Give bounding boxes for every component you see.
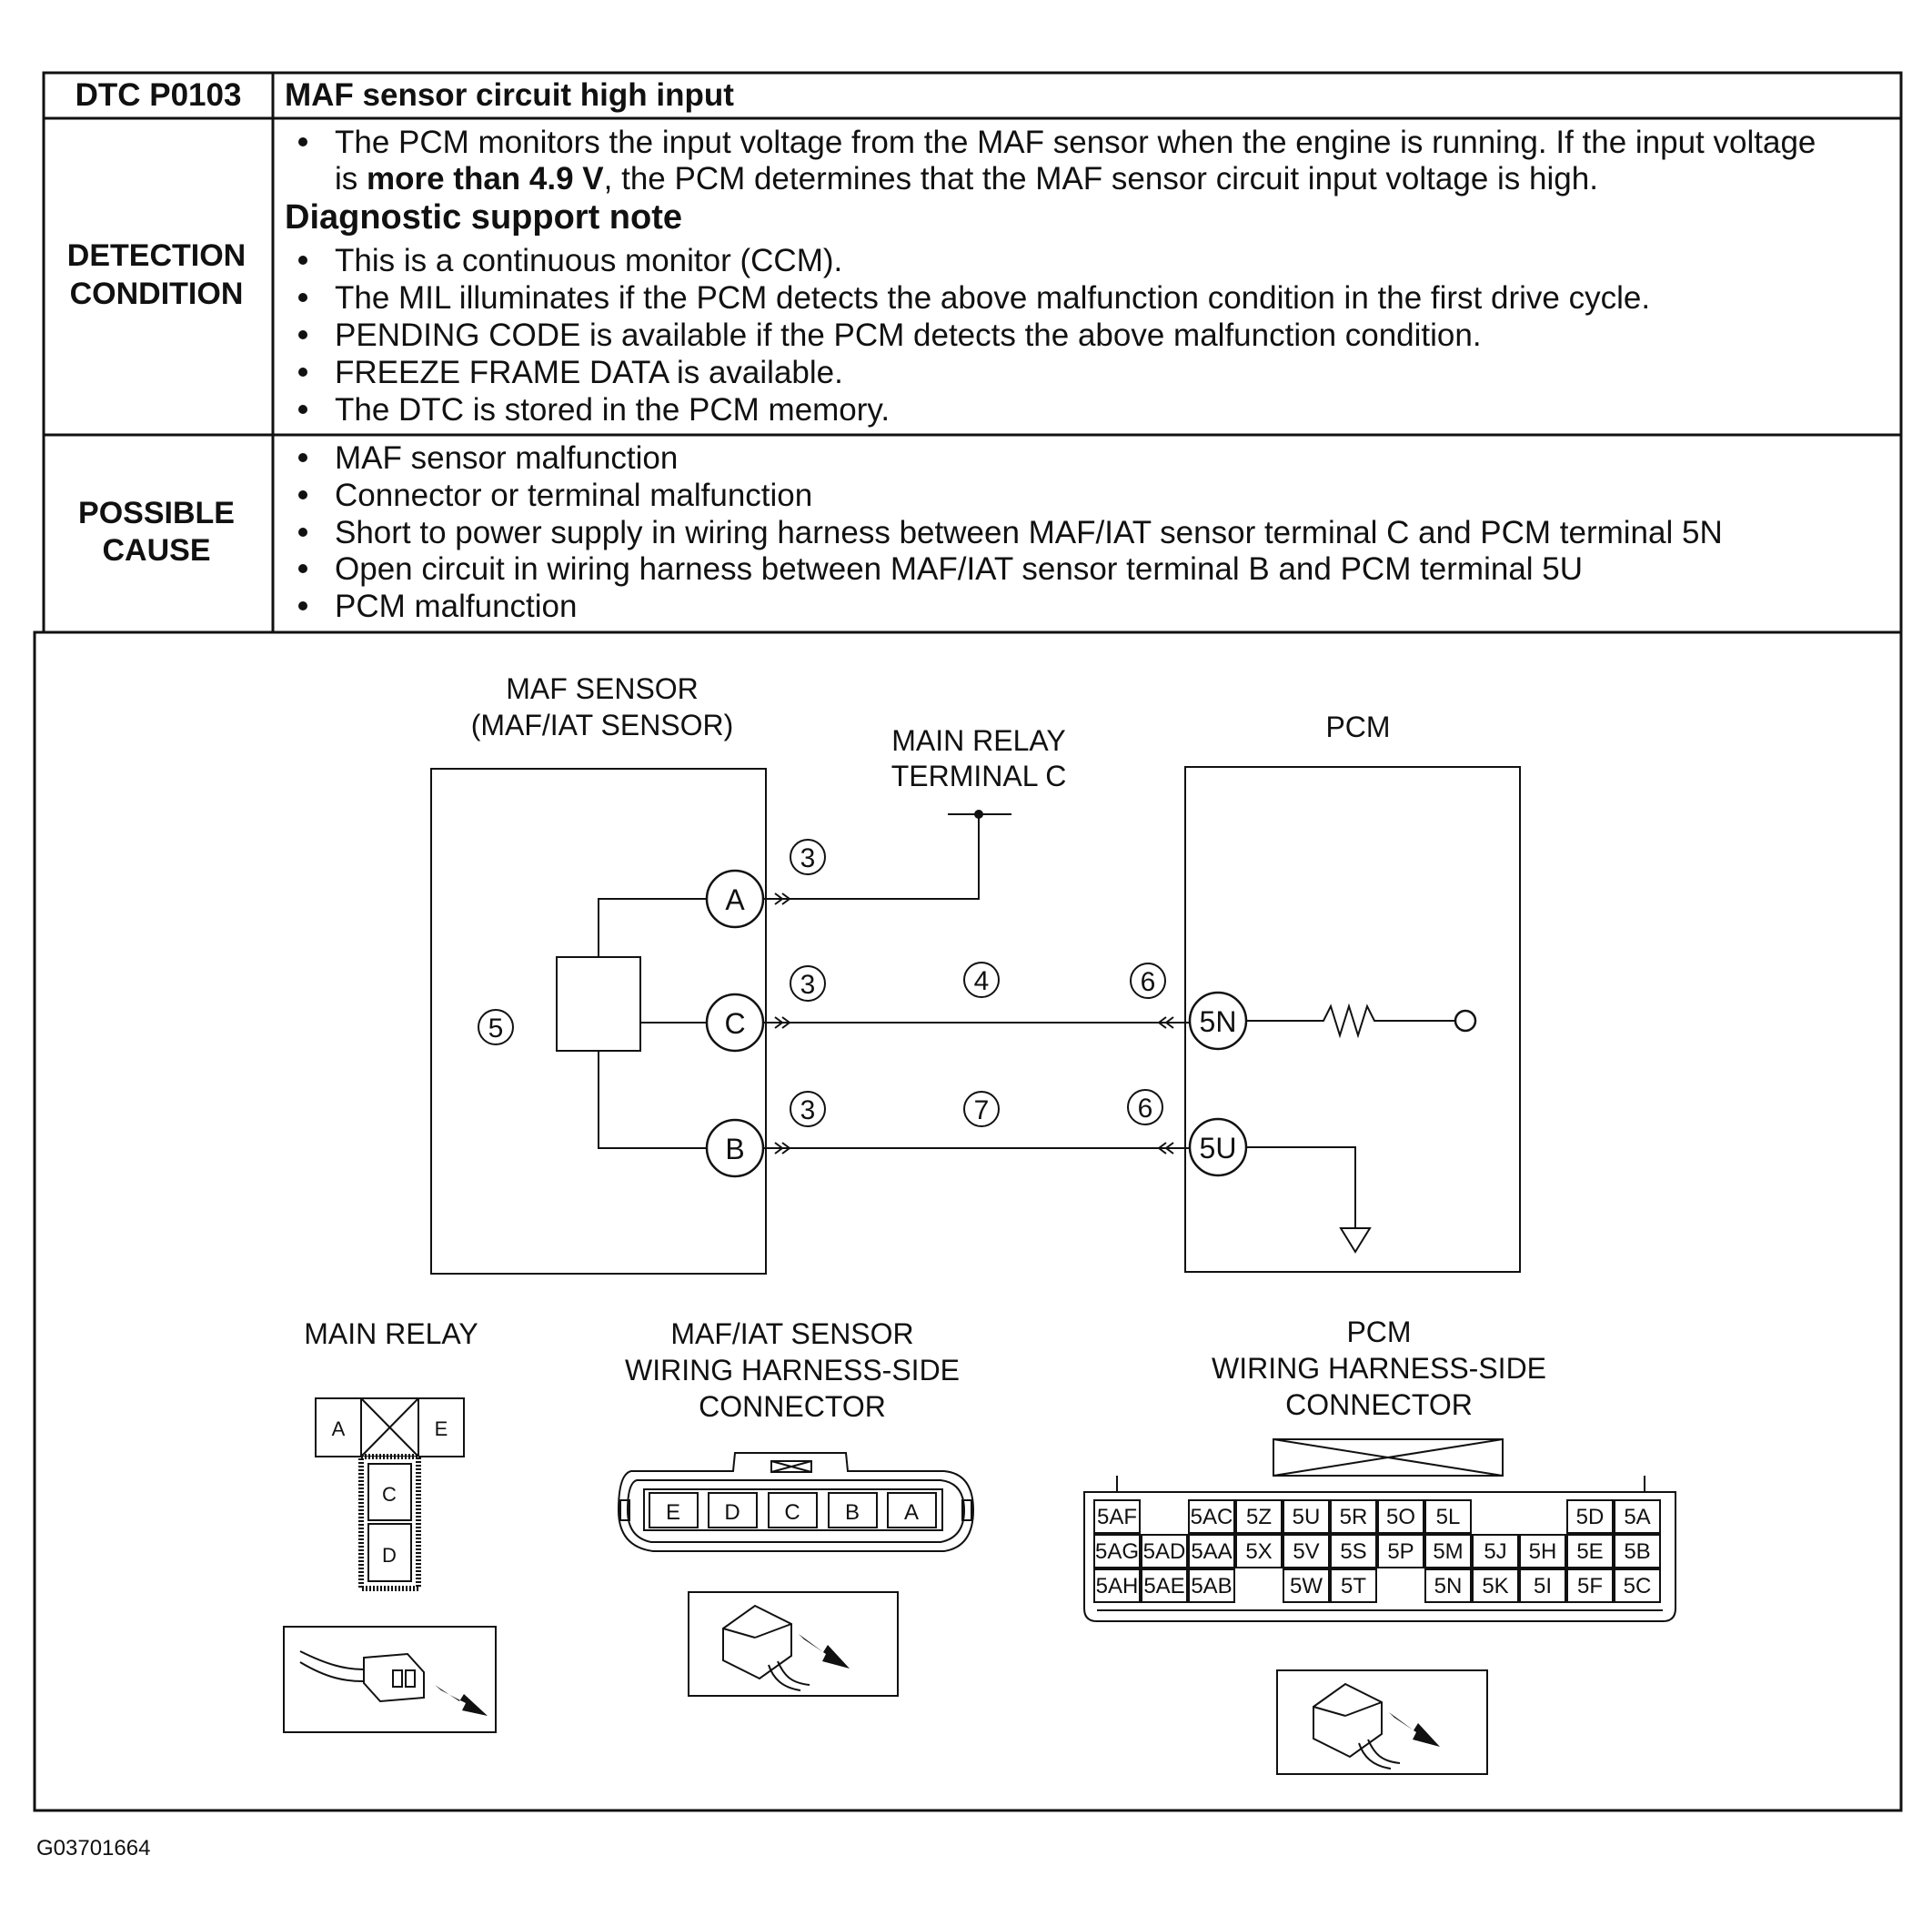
connector-plug-icon <box>300 1651 488 1716</box>
pcm-pin-label: 5AF <box>1096 1505 1138 1529</box>
main-relay-title: MAIN RELAY <box>304 1317 478 1350</box>
internal-wire-a <box>599 899 708 957</box>
support-note-item: This is a continuous monitor (CCM). <box>335 243 843 278</box>
pcm-pin-label: 5AH <box>1095 1574 1139 1598</box>
possible-cause-label-line2: CAUSE <box>102 533 211 568</box>
pcm-label: PCM <box>1325 711 1391 743</box>
callout-connector-5n: 6 <box>1140 967 1156 997</box>
callout-connector-5u: 6 <box>1137 1094 1153 1124</box>
pcm-pin-label: 5AG <box>1094 1539 1140 1564</box>
pcm-pin-label: 5B <box>1624 1539 1651 1564</box>
bullet-icon <box>298 453 307 462</box>
possible-cause-item: PCM malfunction <box>335 589 578 624</box>
bullet-icon <box>298 293 307 302</box>
maf-sensor-label-line2: (MAF/IAT SENSOR) <box>470 709 734 741</box>
support-note-item: The MIL illuminates if the PCM detects the above malfunction condition in the first drive cycle. <box>335 280 1651 316</box>
relay-view-inset <box>284 1627 496 1732</box>
possible-cause-item: Open circuit in wiring harness between MAF/IAT sensor terminal B and PCM terminal 5U <box>335 551 1584 587</box>
sensor-terminal-c-label: C <box>724 1007 746 1040</box>
relay-pin-e-label: E <box>434 1417 448 1440</box>
figure-id: G03701664 <box>36 1836 151 1861</box>
pcm-pin-label: 5C <box>1623 1574 1652 1598</box>
resistor-icon <box>1246 1006 1455 1035</box>
relay-pin-a-label: A <box>331 1417 346 1440</box>
reference-voltage-terminal-icon <box>1455 1011 1475 1031</box>
pcm-pin-label: 5AB <box>1191 1574 1233 1598</box>
bullet-icon <box>298 405 307 414</box>
callout-connector-c: 3 <box>800 970 816 1000</box>
pcm-pin-label: 5W <box>1290 1574 1323 1598</box>
detection-main-line2-post: , the PCM determines that the MAF sensor circuit input voltage is high. <box>603 161 1598 197</box>
pcm-pin-label: 5AE <box>1143 1574 1185 1598</box>
bullet-icon <box>298 490 307 499</box>
support-note-item: FREEZE FRAME DATA is available. <box>335 355 843 390</box>
pcm-pin-label: 5I <box>1533 1574 1553 1598</box>
maf-pin-e-label: E <box>665 1500 681 1525</box>
pcm-pin-label: 5S <box>1340 1539 1367 1564</box>
dtc-table <box>35 73 1901 1810</box>
support-note-list <box>298 243 1650 428</box>
dtc-title: MAF sensor circuit high input <box>285 77 734 113</box>
pcm-pin-label: 5V <box>1293 1539 1320 1564</box>
pcm-pin-label: 5AD <box>1142 1539 1186 1564</box>
relay-pin-c-label: C <box>382 1483 397 1506</box>
maf-iat-title-line2: WIRING HARNESS-SIDE <box>624 1354 961 1387</box>
maf-iat-title-line3: CONNECTOR <box>699 1390 886 1423</box>
bullet-icon <box>298 601 307 610</box>
pcm-pin-label: 5A <box>1624 1505 1651 1529</box>
pcm-harness-connector <box>1084 1316 1675 1774</box>
pcm-pin-label: 5R <box>1339 1505 1368 1529</box>
detection-main-line2 <box>335 161 1598 197</box>
diagram-border <box>35 632 1901 1810</box>
detection-main-line1: The PCM monitors the input voltage from the MAF sensor when the engine is running. If the input voltage <box>335 125 1816 160</box>
callout-connector-b: 3 <box>800 1095 816 1125</box>
pcm-connector-title-line3: CONNECTOR <box>1285 1388 1473 1421</box>
support-note-item: PENDING CODE is available if the PCM detects the above malfunction condition. <box>335 318 1482 353</box>
main-relay-terminal-label-line1: MAIN RELAY <box>891 724 1066 757</box>
pcm-terminal-5n-label: 5N <box>1199 1005 1237 1038</box>
maf-iat-connector <box>619 1317 973 1696</box>
dtc-code: DTC P0103 <box>75 77 242 113</box>
maf-sensing-element <box>557 957 640 1051</box>
callout-connector-a: 3 <box>800 843 816 873</box>
pcm-pin-label: 5Z <box>1245 1505 1273 1529</box>
support-note-item: The DTC is stored in the PCM memory. <box>335 392 891 428</box>
maf-iat-title-line1: MAF/IAT SENSOR <box>670 1317 914 1350</box>
detection-threshold: more than 4.9 V <box>367 161 604 197</box>
wiring-diagram <box>431 672 1520 1274</box>
pcm-pin-label: 5J <box>1484 1539 1507 1564</box>
detection-main-line2-pre: is <box>335 161 367 197</box>
bullet-icon <box>298 137 307 146</box>
callout-wire-b: 7 <box>973 1095 990 1125</box>
detection-label-line2: CONDITION <box>69 277 244 311</box>
wire-a-to-main-relay <box>763 814 979 899</box>
pcm-pin-label: 5M <box>1433 1539 1464 1564</box>
main-relay-connector <box>284 1317 496 1732</box>
pcm-pin-label: 5U <box>1292 1505 1321 1529</box>
bullet-icon <box>298 564 307 573</box>
pcm-pin-label: 5L <box>1435 1505 1461 1529</box>
pcm-pin-label: 5D <box>1575 1505 1605 1529</box>
bullet-icon <box>298 330 307 339</box>
relay-pin-d-label: D <box>382 1544 397 1567</box>
bullet-icon <box>298 368 307 377</box>
bullet-icon <box>298 256 307 265</box>
ground-icon <box>1341 1228 1370 1252</box>
bullet-icon <box>298 528 307 537</box>
detection-label-line1: DETECTION <box>66 238 247 273</box>
connector-plug-icon <box>723 1606 850 1690</box>
pcm-pin-label: 5T <box>1340 1574 1367 1598</box>
callouts <box>478 840 1165 1126</box>
possible-cause-item: Short to power supply in wiring harness between MAF/IAT sensor terminal C and PCM terminal 5N <box>335 515 1723 550</box>
callout-wire-c: 4 <box>973 966 990 996</box>
possible-cause-item: Connector or terminal malfunction <box>335 478 813 513</box>
possible-cause-label-line1: POSSIBLE <box>78 496 235 530</box>
pcm-pin-label: 5P <box>1387 1539 1414 1564</box>
maf-pin-a-label: A <box>903 1500 920 1525</box>
pcm-pin-label: 5E <box>1576 1539 1604 1564</box>
main-relay-terminal-label-line2: TERMINAL C <box>891 760 1067 792</box>
pcm-pin-label: 5AC <box>1190 1505 1233 1529</box>
maf-pin-c-label: C <box>784 1500 800 1525</box>
maf-pin-d-label: D <box>724 1500 740 1525</box>
pcm-pin-label: 5N <box>1434 1574 1463 1598</box>
sensor-terminal-b-label: B <box>725 1133 745 1165</box>
pcm-pin-label: 5F <box>1576 1574 1604 1598</box>
connector-plug-icon <box>1313 1684 1440 1769</box>
pcm-pin-label: 5K <box>1482 1574 1509 1598</box>
possible-cause-item: MAF sensor malfunction <box>335 440 679 476</box>
wire-5u-to-ground <box>1246 1147 1355 1228</box>
junction-dot <box>974 810 983 819</box>
pcm-connector-chevron-icons <box>1159 1017 1173 1154</box>
maf-pin-b-label: B <box>844 1500 860 1525</box>
possible-cause-list <box>298 440 1723 624</box>
maf-sensor-label-line1: MAF SENSOR <box>506 672 699 705</box>
pcm-terminal-5u-label: 5U <box>1199 1132 1237 1165</box>
pcm-connector-title-line2: WIRING HARNESS-SIDE <box>1211 1352 1547 1385</box>
pcm-pin-label: 5AA <box>1191 1539 1233 1564</box>
support-note-heading: Diagnostic support note <box>285 198 682 237</box>
pcm-pin-label: 5H <box>1528 1539 1557 1564</box>
pcm-pin-grid <box>1094 1500 1660 1602</box>
pcm-pin-label: 5X <box>1245 1539 1273 1564</box>
callout-sensor-body: 5 <box>488 1013 504 1044</box>
pcm-pin-label: 5O <box>1385 1505 1416 1529</box>
pcm-connector-title-line1: PCM <box>1346 1316 1412 1348</box>
sensor-terminal-a-label: A <box>725 883 745 916</box>
relay-hatched-frame <box>361 1457 418 1588</box>
internal-wire-b <box>599 1051 708 1148</box>
